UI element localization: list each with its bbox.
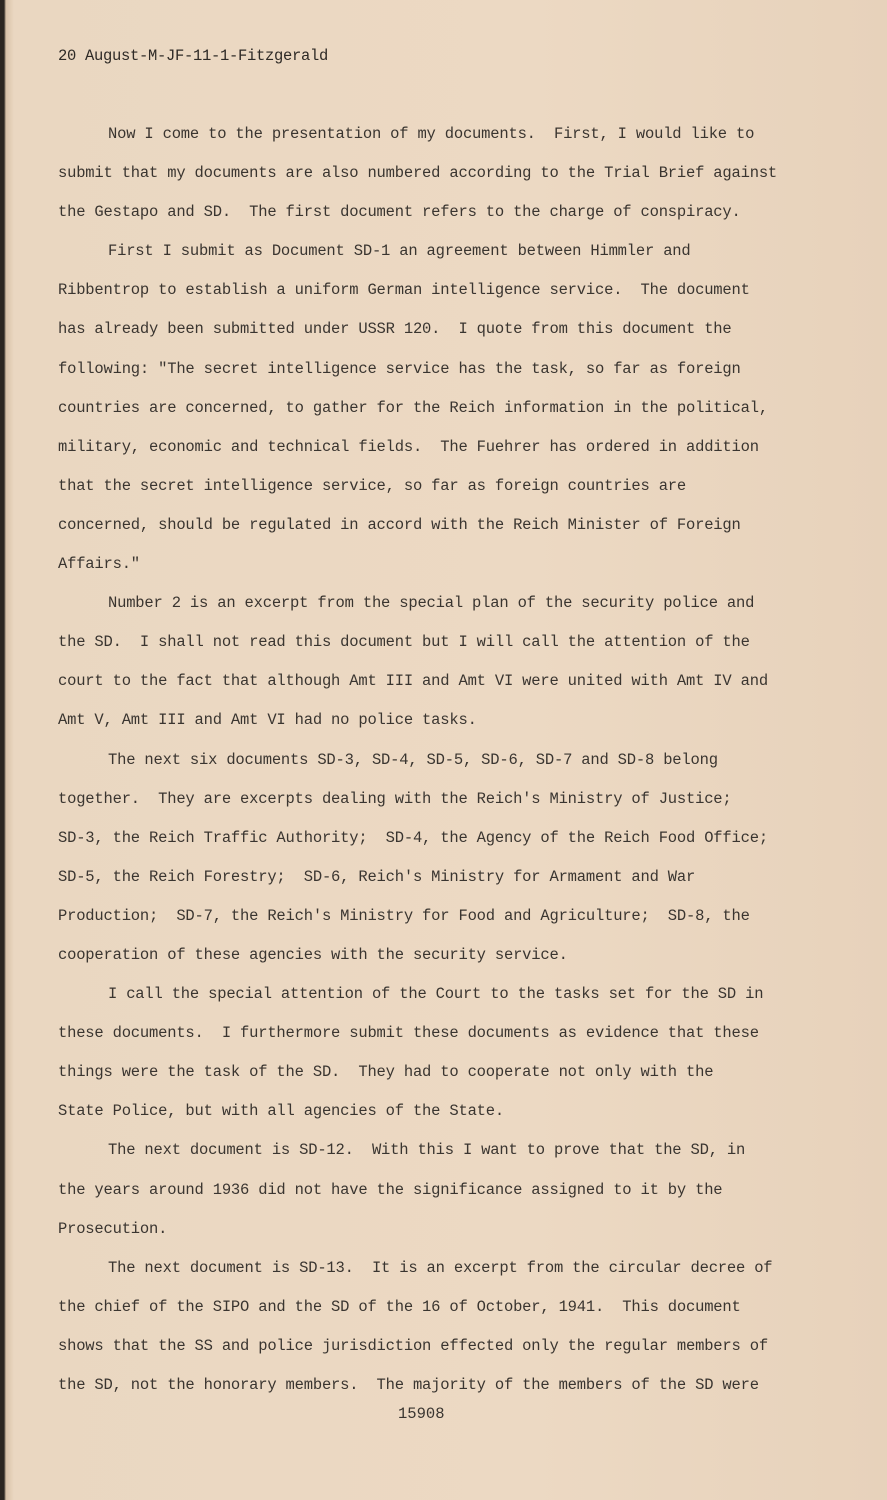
text-line: Prosecution. [58,1219,168,1238]
text-line: I call the special attention of the Court to the tasks set for the SD in [108,985,764,1004]
text-line: that the secret intelligence service, so far as foreign countries are [58,476,687,495]
text-line: the Gestapo and SD. The first document refers to the charge of conspiracy. [58,203,741,222]
page-header: 20 August-M-JF-11-1-Fitzgerald [58,47,329,65]
text-line: Now I come to the presentation of my documents. First, I would like to [108,125,755,143]
text-line: the SD, not the honorary members. The majority of the members of the SD were [58,1376,759,1394]
text-line: SD-5, the Reich Forestry; SD-6, Reich's Ministry for Armament and War [58,867,696,886]
text-line: cooperation of these agencies with the security service. [58,945,568,964]
text-line: Production; SD-7, the Reich's Ministry for Food and Agriculture; SD-8, the [58,906,750,925]
text-line: Affairs." [58,555,140,574]
text-line: The next document is SD-13. It is an excerpt from the circular decree of [108,1258,773,1277]
text-line: The next six documents SD-3, SD-4, SD-5, SD-6, SD-7 and SD-8 belong [108,750,718,769]
document-body [58,123,838,1413]
paragraph [58,983,838,1139]
text-line: concerned, should be regulated in accord with the Reich Minister of Foreign [58,515,741,534]
text-line: Ribbentrop to establish a uniform German intelligence service. The document [58,281,750,300]
paragraph [58,1257,838,1413]
paragraph [58,749,838,984]
text-line: following: "The secret intelligence service has the task, so far as foreign [58,359,741,378]
text-line: countries are concerned, to gather for the Reich information in the political, [58,398,768,417]
text-line: The next document is SD-12. With this I want to prove that the SD, in [108,1141,746,1160]
text-line: military, economic and technical fields. The Fuehrer has ordered in addition [58,437,759,456]
page-number: 15908 [398,1405,445,1423]
text-line: the chief of the SIPO and the SD of the 16 of October, 1941. This document [58,1297,741,1316]
text-line: the years around 1936 did not have the significance assigned to it by the [58,1180,723,1199]
text-line: has already been submitted under USSR 120. I quote from this document the [58,320,732,339]
text-line: Amt V, Amt III and Amt VI had no police tasks. [58,711,477,730]
text-line: these documents. I furthermore submit these documents as evidence that these [58,1024,759,1043]
text-line: SD-3, the Reich Traffic Authority; SD-4, the Agency of the Reich Food Office; [58,828,768,847]
text-line: the SD. I shall not read this document but I will call the attention of the [58,633,750,652]
text-line: State Police, but with all agencies of the State. [58,1102,504,1121]
text-line: shows that the SS and police jurisdiction effected only the regular members of [58,1336,768,1355]
text-line: together. They are excerpts dealing with the Reich's Ministry of Justice; [58,789,732,808]
paragraph [58,240,838,592]
text-line: Number 2 is an excerpt from the special plan of the security police and [108,594,755,613]
paragraph [58,123,838,240]
paragraph [58,592,838,748]
text-line: court to the fact that although Amt III and Amt VI were united with Amt IV and [58,672,768,691]
text-line: First I submit as Document SD-1 an agreement between Himmler and [108,242,691,261]
paragraph [58,1139,838,1256]
text-line: things were the task of the SD. They had to cooperate not only with the [58,1063,714,1082]
text-line: submit that my documents are also numbered according to the Trial Brief against [58,164,778,183]
